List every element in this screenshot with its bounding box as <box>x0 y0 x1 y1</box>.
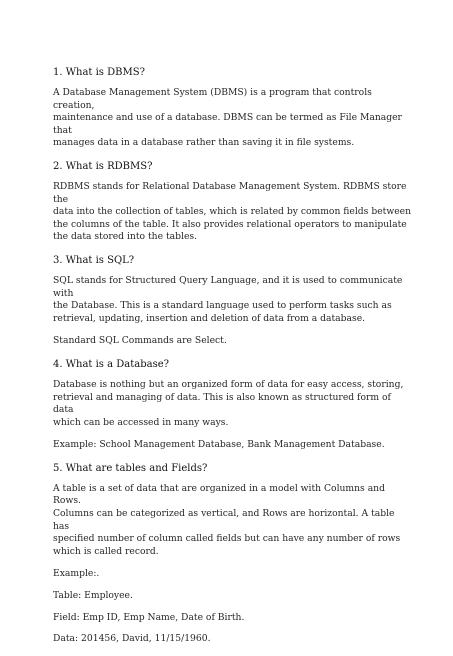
section-heading-rdbms: 2. What is RDBMS? <box>53 160 153 172</box>
section-heading-dbms: 1. What is DBMS? <box>53 67 145 78</box>
paragraph-sql-definition: SQL stands for Structured Query Language, and it is used to communicate with the Database. This is a standard language used to perform tasks such as retrieval, updating, insertion and deletion of data from a database. <box>53 274 403 324</box>
paragraph-table-definition: A table is a set of data that are organized in a model with Columns and Rows. Columns can be categorized as vertical, and Rows are horizontal. A table has specified number of column called fields but can have any number of rows which is called record. <box>53 482 401 557</box>
section-heading-database: 4. What is a Database? <box>53 358 169 370</box>
paragraph-sql-commands: Standard SQL Commands are Select. <box>53 335 227 347</box>
document-page <box>53 66 413 656</box>
section-heading-tables-fields: 5. What are tables and Fields? <box>53 462 208 474</box>
paragraph-database-example: Example: School Management Database, Bank Management Database. <box>53 439 385 451</box>
paragraph-example-data: Data: 201456, David, 11/15/1960. <box>53 633 211 645</box>
paragraph-rdbms-definition: RDBMS stands for Relational Database Management System. RDBMS store the data into the collection of tables, which is related by common fields between the columns of the table. It also provides relational operators to manipulate the data stored into the tables. <box>53 180 411 243</box>
paragraph-example-table: Table: Employee. <box>53 590 133 602</box>
paragraph-database-definition: Database is nothing but an organized form of data for easy access, storing, retrieval and managing of data. This is also known as structured form of data which can be accessed in many ways. <box>53 378 404 428</box>
section-heading-sql: 3. What is SQL? <box>53 254 135 266</box>
paragraph-dbms-definition: A Database Management System (DBMS) is a program that controls creation, maintenance and use of a database. DBMS can be termed as File Manager that manages data in a database rather than saving it in file systems. <box>53 87 402 149</box>
paragraph-example-fields: Field: Emp ID, Emp Name, Date of Birth. <box>53 611 245 623</box>
paragraph-example-label: Example:. <box>53 568 100 580</box>
